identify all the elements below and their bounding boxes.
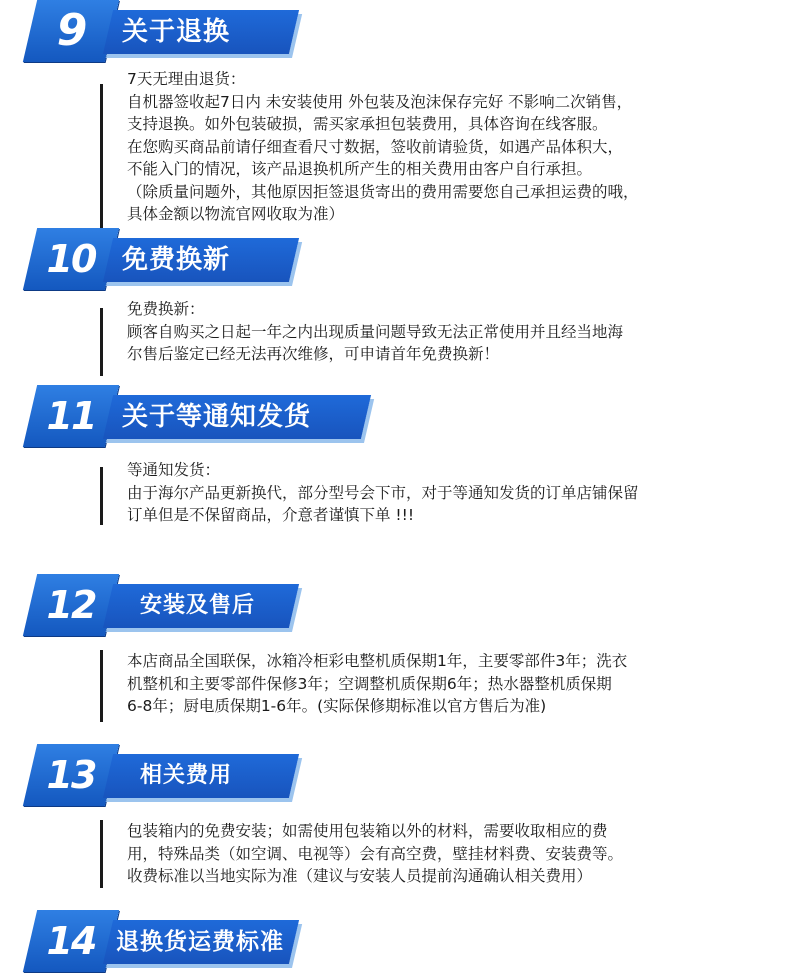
section-number: 13	[46, 753, 96, 797]
section-title: 关于退换	[122, 17, 231, 47]
vertical-divider	[100, 467, 103, 525]
section-title: 免费换新	[122, 245, 231, 275]
section-body	[127, 68, 767, 226]
vertical-divider	[100, 84, 103, 234]
section-body	[127, 459, 767, 527]
body-line: 自机器签收起7日内 未安装使用 外包装及泡沫保存完好 不影响二次销售，	[127, 92, 633, 111]
body-line: 7天无理由退货：	[127, 70, 246, 88]
body-line: 包装箱内的免费安装；如需使用包装箱以外的材料，需要收取相应的费	[127, 822, 608, 840]
body-line: 6-8年；厨电质保期1-6年。(实际保修期标准以官方售后为准)	[127, 697, 547, 715]
body-line: 机整机和主要零部件保修3年；空调整机质保期6年；热水器整机质保期	[127, 674, 612, 693]
body-line: 由于海尔产品更新换代，部分型号会下市，对于等通知发货的订单店铺保留	[127, 483, 639, 502]
section-header-14	[30, 910, 300, 972]
body-line: 具体金额以物流官网收取为准）	[127, 205, 345, 223]
section-number: 9	[56, 5, 86, 56]
vertical-divider	[100, 650, 103, 722]
section-title: 相关费用	[140, 763, 233, 788]
body-line: 收费标准以当地实际为准（建议与安装人员提前沟通确认相关费用）	[127, 867, 593, 885]
section-header-12	[30, 574, 300, 636]
section-number: 11	[46, 394, 96, 438]
body-line: 顾客自购买之日起一年之内出现质量问题导致无法正常使用并且经当地海	[127, 322, 624, 341]
section-header-13	[30, 744, 300, 806]
vertical-divider	[100, 308, 103, 376]
body-line: 在您购买商品前请仔细查看尺寸数据，签收前请验货，如遇产品体积大，	[127, 137, 624, 156]
body-line: 免费换新：	[127, 300, 205, 318]
body-line: 订单但是不保留商品，介意者谨慎下单 !!!	[127, 506, 415, 524]
section-header-9	[30, 0, 300, 62]
section-title: 退换货运费标准	[116, 929, 284, 955]
section-number: 12	[46, 583, 96, 627]
body-line: 不能入门的情况，该产品退换机所产生的相关费用由客户自行承担。	[127, 160, 593, 178]
body-line: 尔售后鉴定已经无法再次维修，可申请首年免费换新！	[127, 345, 500, 363]
section-title: 关于等通知发货	[122, 402, 312, 432]
body-line: 本店商品全国联保，冰箱冷柜彩电整机质保期1年，主要零部件3年；洗衣	[127, 652, 628, 670]
body-line: 等通知发货：	[127, 461, 221, 479]
section-number: 14	[46, 919, 96, 963]
body-line: 支持退换。如外包装破损，需买家承担包装费用，具体咨询在线客服。	[127, 115, 608, 133]
section-title: 安装及售后	[140, 593, 256, 618]
section-number: 10	[46, 237, 96, 281]
section-body	[127, 650, 767, 718]
section-body	[127, 298, 767, 366]
body-line: 用，特殊品类（如空调、电视等）会有高空费，壁挂材料费、安装费等。	[127, 844, 624, 863]
section-header-11	[30, 385, 370, 447]
vertical-divider	[100, 820, 103, 888]
section-body	[127, 820, 767, 888]
body-line: （除质量问题外，其他原因拒签退货寄出的费用需要您自己承担运费的哦，	[127, 182, 639, 201]
section-header-10	[30, 228, 300, 290]
